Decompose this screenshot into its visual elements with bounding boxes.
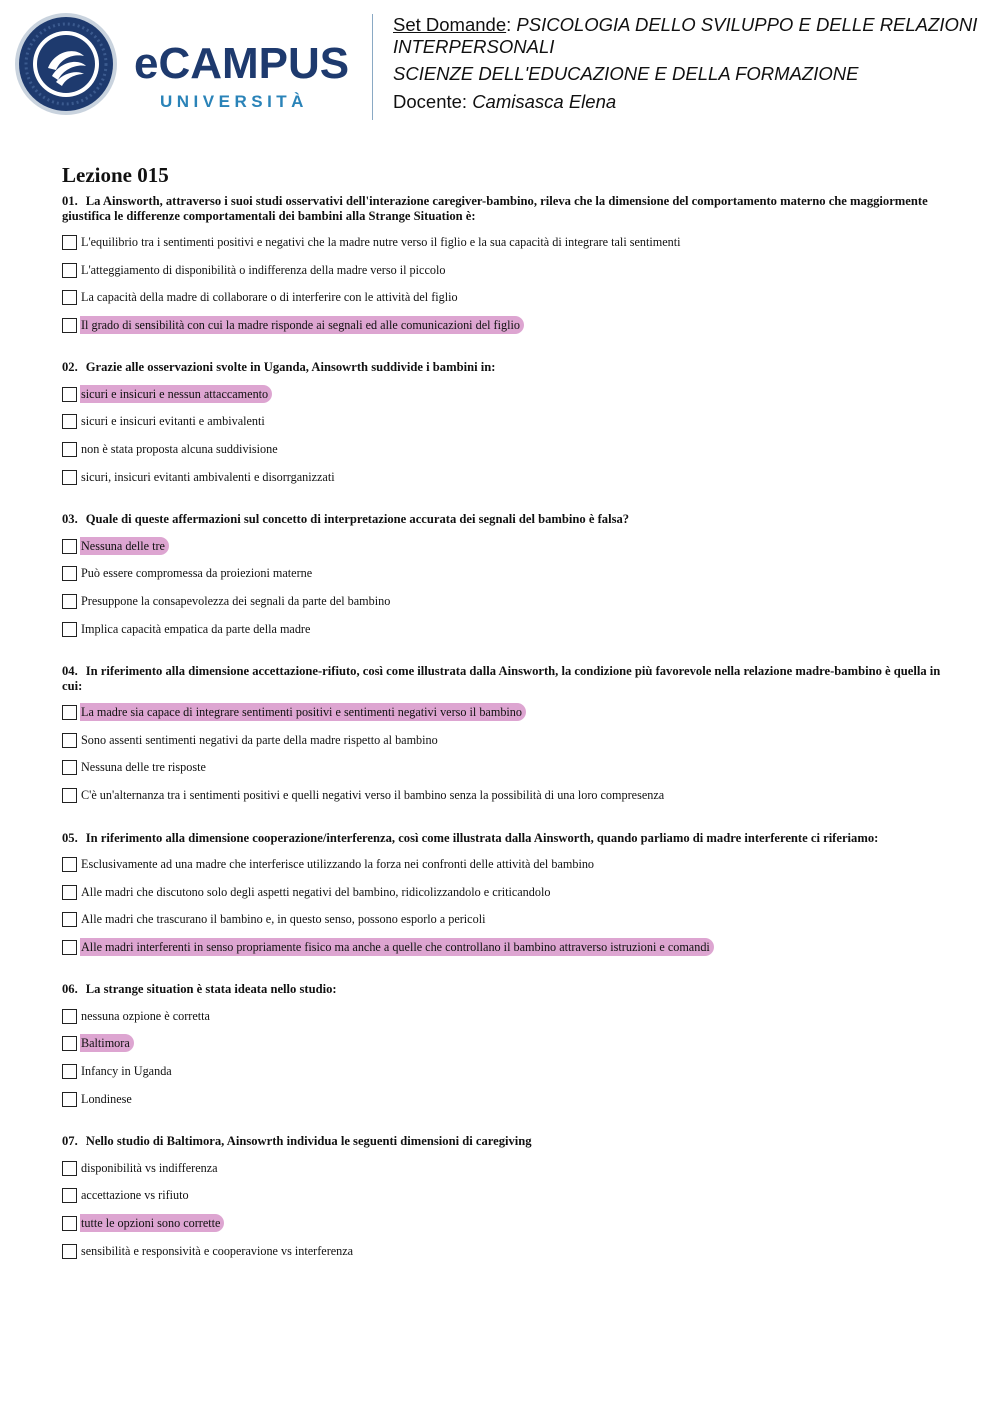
question-number: 05. (62, 830, 78, 845)
answer-checkbox[interactable] (62, 885, 77, 900)
question-text (62, 194, 942, 223)
answer-checkbox[interactable] (62, 857, 77, 872)
answer-text: Infancy in Uganda (81, 1064, 172, 1079)
answer-text: non è stata proposta alcuna suddivisione (81, 442, 278, 457)
answer-text-highlighted: Il grado di sensibilità con cui la madre risponde ai segnali ed alle comunicazioni del figlio (80, 316, 524, 334)
answer-checkbox[interactable] (62, 1092, 77, 1107)
answer-text-highlighted: Baltimora (80, 1034, 134, 1052)
answer-option[interactable] (62, 856, 942, 884)
answer-text-highlighted: sicuri e insicuri e nessun attaccamento (80, 385, 272, 403)
question-number: 03. (62, 512, 78, 527)
answer-option[interactable] (62, 1215, 942, 1243)
answer-option[interactable] (62, 911, 942, 939)
answer-option[interactable] (62, 469, 942, 497)
answer-text: sensibilità e responsività e cooperavione vs interferenza (81, 1243, 354, 1258)
answer-text-highlighted: La madre sia capace di integrare sentimenti positivi e sentimenti negativi verso il bambino (80, 703, 526, 721)
question-text (62, 664, 942, 693)
answer-option[interactable] (62, 262, 942, 290)
answer-option[interactable] (62, 1008, 942, 1036)
answer-option[interactable] (62, 289, 942, 317)
answer-checkbox[interactable] (62, 442, 77, 457)
page-header (0, 0, 1000, 130)
ecampus-seal-icon (14, 12, 118, 116)
answer-checkbox[interactable] (62, 566, 77, 581)
answer-text: L'equilibrio tra i sentimenti positivi e negativi che la madre nutre verso il figlio e la sua capacità di integrare tali sentimenti (81, 235, 681, 249)
answer-text: Nessuna delle tre risposte (81, 760, 206, 775)
course-title: PSICOLOGIA DELLO SVILUPPO E DELLE RELAZIONI INTERPERSONALI (393, 14, 978, 57)
question-prompt: In riferimento alla dimensione accettazione-rifiuto, così come illustrata dalla Ainsworth, la condizione più favorevole nella relazione madre-bambino è quella in cui: (62, 664, 941, 693)
answer-option[interactable] (62, 1063, 942, 1091)
answer-checkbox[interactable] (62, 1161, 77, 1176)
question-number: 02. (62, 360, 78, 375)
answer-text: Presuppone la consapevolezza dei segnali da parte del bambino (81, 593, 391, 608)
answer-option[interactable] (62, 704, 942, 732)
question-number: 01. (62, 194, 78, 208)
set-separator: : (506, 14, 512, 35)
answer-text: Implica capacità empatica da parte della madre (81, 621, 311, 636)
question-number: 04. (62, 664, 78, 679)
brand-subtitle: UNIVERSITÀ (160, 92, 308, 111)
question-prompt: Quale di queste affermazioni sul concetto di interpretazione accurata dei segnali del bambino è falsa? (85, 512, 630, 527)
answer-text-highlighted: Alle madri interferenti in senso propriamente fisico ma anche a quelle che controllano il bambino attraverso istruzioni e comandi (80, 938, 714, 956)
answer-option[interactable] (62, 759, 942, 787)
lesson-title: Lezione 015 (62, 163, 169, 187)
answer-option[interactable] (62, 565, 942, 593)
question-7 (62, 1134, 942, 1270)
answer-checkbox[interactable] (62, 1188, 77, 1203)
answer-checkbox[interactable] (62, 594, 77, 609)
answer-text: Alle madri che trascurano il bambino e, in questo senso, possono esporlo a pericoli (81, 912, 486, 927)
answer-text: disponibilità vs indifferenza (81, 1160, 218, 1175)
answer-option[interactable] (62, 884, 942, 912)
course-info (393, 14, 993, 112)
question-prompt: La strange situation è stata ideata nello studio: (85, 982, 337, 997)
answer-text: Londinese (81, 1091, 132, 1106)
answer-text: Alle madri che discutono solo degli aspetti negativi del bambino, ridicolizzandolo e criticandolo (81, 884, 551, 899)
question-prompt: Nello studio di Baltimora, Ainsowrth individua le seguenti dimensioni di caregiving (85, 1134, 532, 1149)
answer-option[interactable] (62, 1160, 942, 1188)
set-line (393, 14, 993, 57)
answer-checkbox[interactable] (62, 1036, 77, 1051)
answer-option[interactable] (62, 787, 942, 815)
question-prompt: La Ainsworth, attraverso i suoi studi osservativi dell'interazione caregiver-bambino, rileva che la dimensione del comportamento materno che maggiormente giustifica le differenze comportamentali dei bambini alla Strange Situation è: (62, 194, 928, 223)
question-5 (62, 831, 942, 983)
answer-text: sicuri, insicuri evitanti ambivalenti e disorrganizzati (81, 469, 335, 484)
answer-checkbox[interactable] (62, 622, 77, 637)
answer-option[interactable] (62, 386, 942, 414)
answer-checkbox[interactable] (62, 912, 77, 927)
answer-text: Esclusivamente ad una madre che interferisce utilizzando la forza nei confronti delle attività del bambino (81, 857, 595, 871)
question-number: 06. (62, 982, 78, 997)
question-number: 07. (62, 1134, 78, 1149)
question-6 (62, 982, 942, 1134)
answer-checkbox[interactable] (62, 414, 77, 429)
question-text (62, 1134, 942, 1149)
answer-checkbox[interactable] (62, 318, 77, 333)
set-label: Set Domande (393, 14, 507, 35)
header-divider (372, 14, 373, 120)
answer-text: L'atteggiamento di disponibilità o indifferenza della madre verso il piccolo (81, 262, 446, 277)
answer-text: Sono assenti sentimenti negativi da parte della madre rispetto al bambino (81, 732, 438, 747)
answer-checkbox[interactable] (62, 470, 77, 485)
answer-text-highlighted: Nessuna delle tre (80, 537, 169, 555)
answer-checkbox[interactable] (62, 940, 77, 955)
answer-option[interactable] (62, 1091, 942, 1119)
docente-line (393, 91, 993, 113)
question-1 (62, 194, 942, 360)
answer-option[interactable] (62, 1243, 942, 1271)
answer-option[interactable] (62, 732, 942, 760)
answer-text: Può essere compromessa da proiezioni materne (81, 566, 313, 581)
question-text (62, 982, 942, 997)
question-text (62, 512, 942, 527)
answer-option[interactable] (62, 593, 942, 621)
answer-text: C'è un'alternanza tra i sentimenti positivi e quelli negativi verso il bambino senza la possibilità di una loro compresenza (81, 787, 665, 802)
answer-checkbox[interactable] (62, 705, 77, 720)
question-text (62, 360, 942, 375)
docente-label: Docente: (393, 90, 468, 112)
faculty-line (393, 63, 993, 85)
faculty-name: SCIENZE DELL'EDUCAZIONE E DELLA FORMAZIONE (393, 63, 859, 84)
question-2 (62, 360, 942, 512)
question-4 (62, 664, 942, 830)
answer-checkbox[interactable] (62, 733, 77, 748)
answer-text-highlighted: tutte le opzioni sono corrette (80, 1214, 224, 1232)
answer-text: accettazione vs rifiuto (81, 1188, 189, 1203)
answer-checkbox[interactable] (62, 1009, 77, 1024)
brand-wordmark (134, 40, 364, 110)
answer-option[interactable] (62, 413, 942, 441)
answer-option[interactable] (62, 441, 942, 469)
question-prompt: In riferimento alla dimensione cooperazione/interferenza, così come illustrata dalla Ainsworth, quando parliamo di madre interferente ci riferiamo: (85, 830, 879, 845)
answer-text: sicuri e insicuri evitanti e ambivalenti (81, 414, 265, 429)
answer-option[interactable] (62, 1187, 942, 1215)
answer-option[interactable] (62, 1035, 942, 1063)
answer-option[interactable] (62, 234, 942, 262)
answer-checkbox[interactable] (62, 1244, 77, 1259)
question-text (62, 831, 942, 846)
answer-option[interactable] (62, 538, 942, 566)
answer-checkbox[interactable] (62, 235, 77, 250)
answer-checkbox[interactable] (62, 290, 77, 305)
question-3 (62, 512, 942, 664)
questions-list (62, 194, 942, 1270)
ecampus-logo (14, 12, 364, 116)
question-prompt: Grazie alle osservazioni svolte in Uganda, Ainsowrth suddivide i bambini in: (85, 360, 496, 375)
answer-checkbox[interactable] (62, 387, 77, 402)
answer-checkbox[interactable] (62, 760, 77, 775)
answer-checkbox[interactable] (62, 788, 77, 803)
answer-option[interactable] (62, 317, 942, 345)
answer-checkbox[interactable] (62, 539, 77, 554)
answer-option[interactable] (62, 939, 942, 967)
answer-option[interactable] (62, 621, 942, 649)
question-set (62, 160, 942, 1270)
answer-checkbox[interactable] (62, 1064, 77, 1079)
answer-checkbox[interactable] (62, 263, 77, 278)
answer-text: nessuna ozpione è corretta (81, 1008, 210, 1023)
answer-checkbox[interactable] (62, 1216, 77, 1231)
docente-name: Camisasca Elena (472, 90, 617, 112)
brand-name: eCAMPUS (134, 39, 350, 88)
answer-text: La capacità della madre di collaborare o di interferire con le attività del figlio (81, 290, 458, 305)
